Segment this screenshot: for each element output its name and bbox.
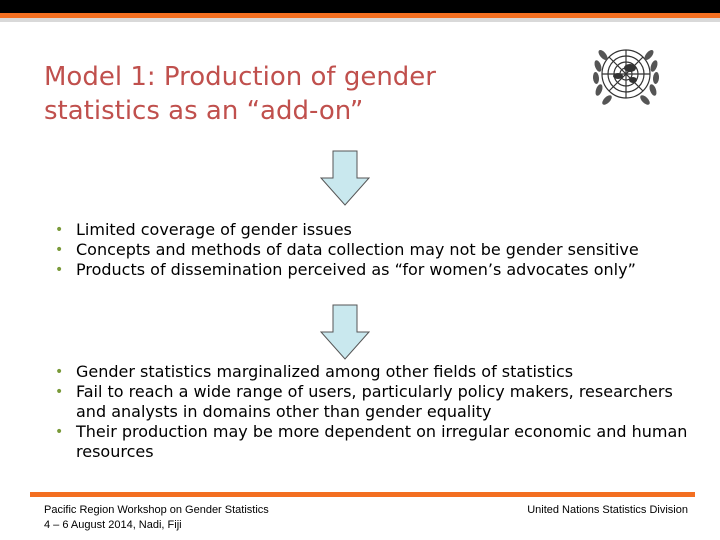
list-item-text: Products of dissemination perceived as “for women’s advocates only” xyxy=(76,260,636,279)
list-item-text: Limited coverage of gender issues xyxy=(76,220,352,239)
list-item xyxy=(56,220,696,240)
bullet-icon: • xyxy=(55,424,64,440)
outcomes-list xyxy=(56,362,696,462)
slide-title-line2: statistics as an “add-on” xyxy=(44,96,364,126)
list-item-text: Concepts and methods of data collection may not be gender sensitive xyxy=(76,240,639,259)
list-item xyxy=(56,422,696,462)
top-bar-black xyxy=(0,0,720,13)
footer-organization: United Nations Statistics Division xyxy=(527,504,688,516)
bullet-icon: • xyxy=(55,242,64,258)
slide-title xyxy=(44,60,564,128)
bullet-icon: • xyxy=(55,384,64,400)
bullet-icon: • xyxy=(55,364,64,380)
bullet-icon: • xyxy=(55,262,64,278)
down-arrow-icon xyxy=(320,304,370,360)
footer-event xyxy=(44,503,269,533)
list-item xyxy=(56,362,696,382)
top-bar-gray xyxy=(0,18,720,22)
bullet-icon: • xyxy=(55,222,64,238)
list-item xyxy=(56,240,696,260)
list-item-text: Their production may be more dependent on irregular economic and human resources xyxy=(76,422,688,461)
footer-event-date: 4 – 6 August 2014, Nadi, Fiji xyxy=(44,519,182,531)
consequences-list xyxy=(56,220,696,280)
slide-title-line1: Model 1: Production of gender xyxy=(44,62,436,92)
un-emblem-icon xyxy=(586,36,666,116)
footer-divider xyxy=(30,492,695,497)
list-item xyxy=(56,382,696,422)
footer-event-title: Pacific Region Workshop on Gender Statistics xyxy=(44,504,269,516)
list-item-text: Fail to reach a wide range of users, particularly policy makers, researchers and analysts in domains other than gender equality xyxy=(76,382,673,421)
down-arrow-icon xyxy=(320,150,370,206)
list-item xyxy=(56,260,696,280)
list-item-text: Gender statistics marginalized among other fields of statistics xyxy=(76,362,574,381)
